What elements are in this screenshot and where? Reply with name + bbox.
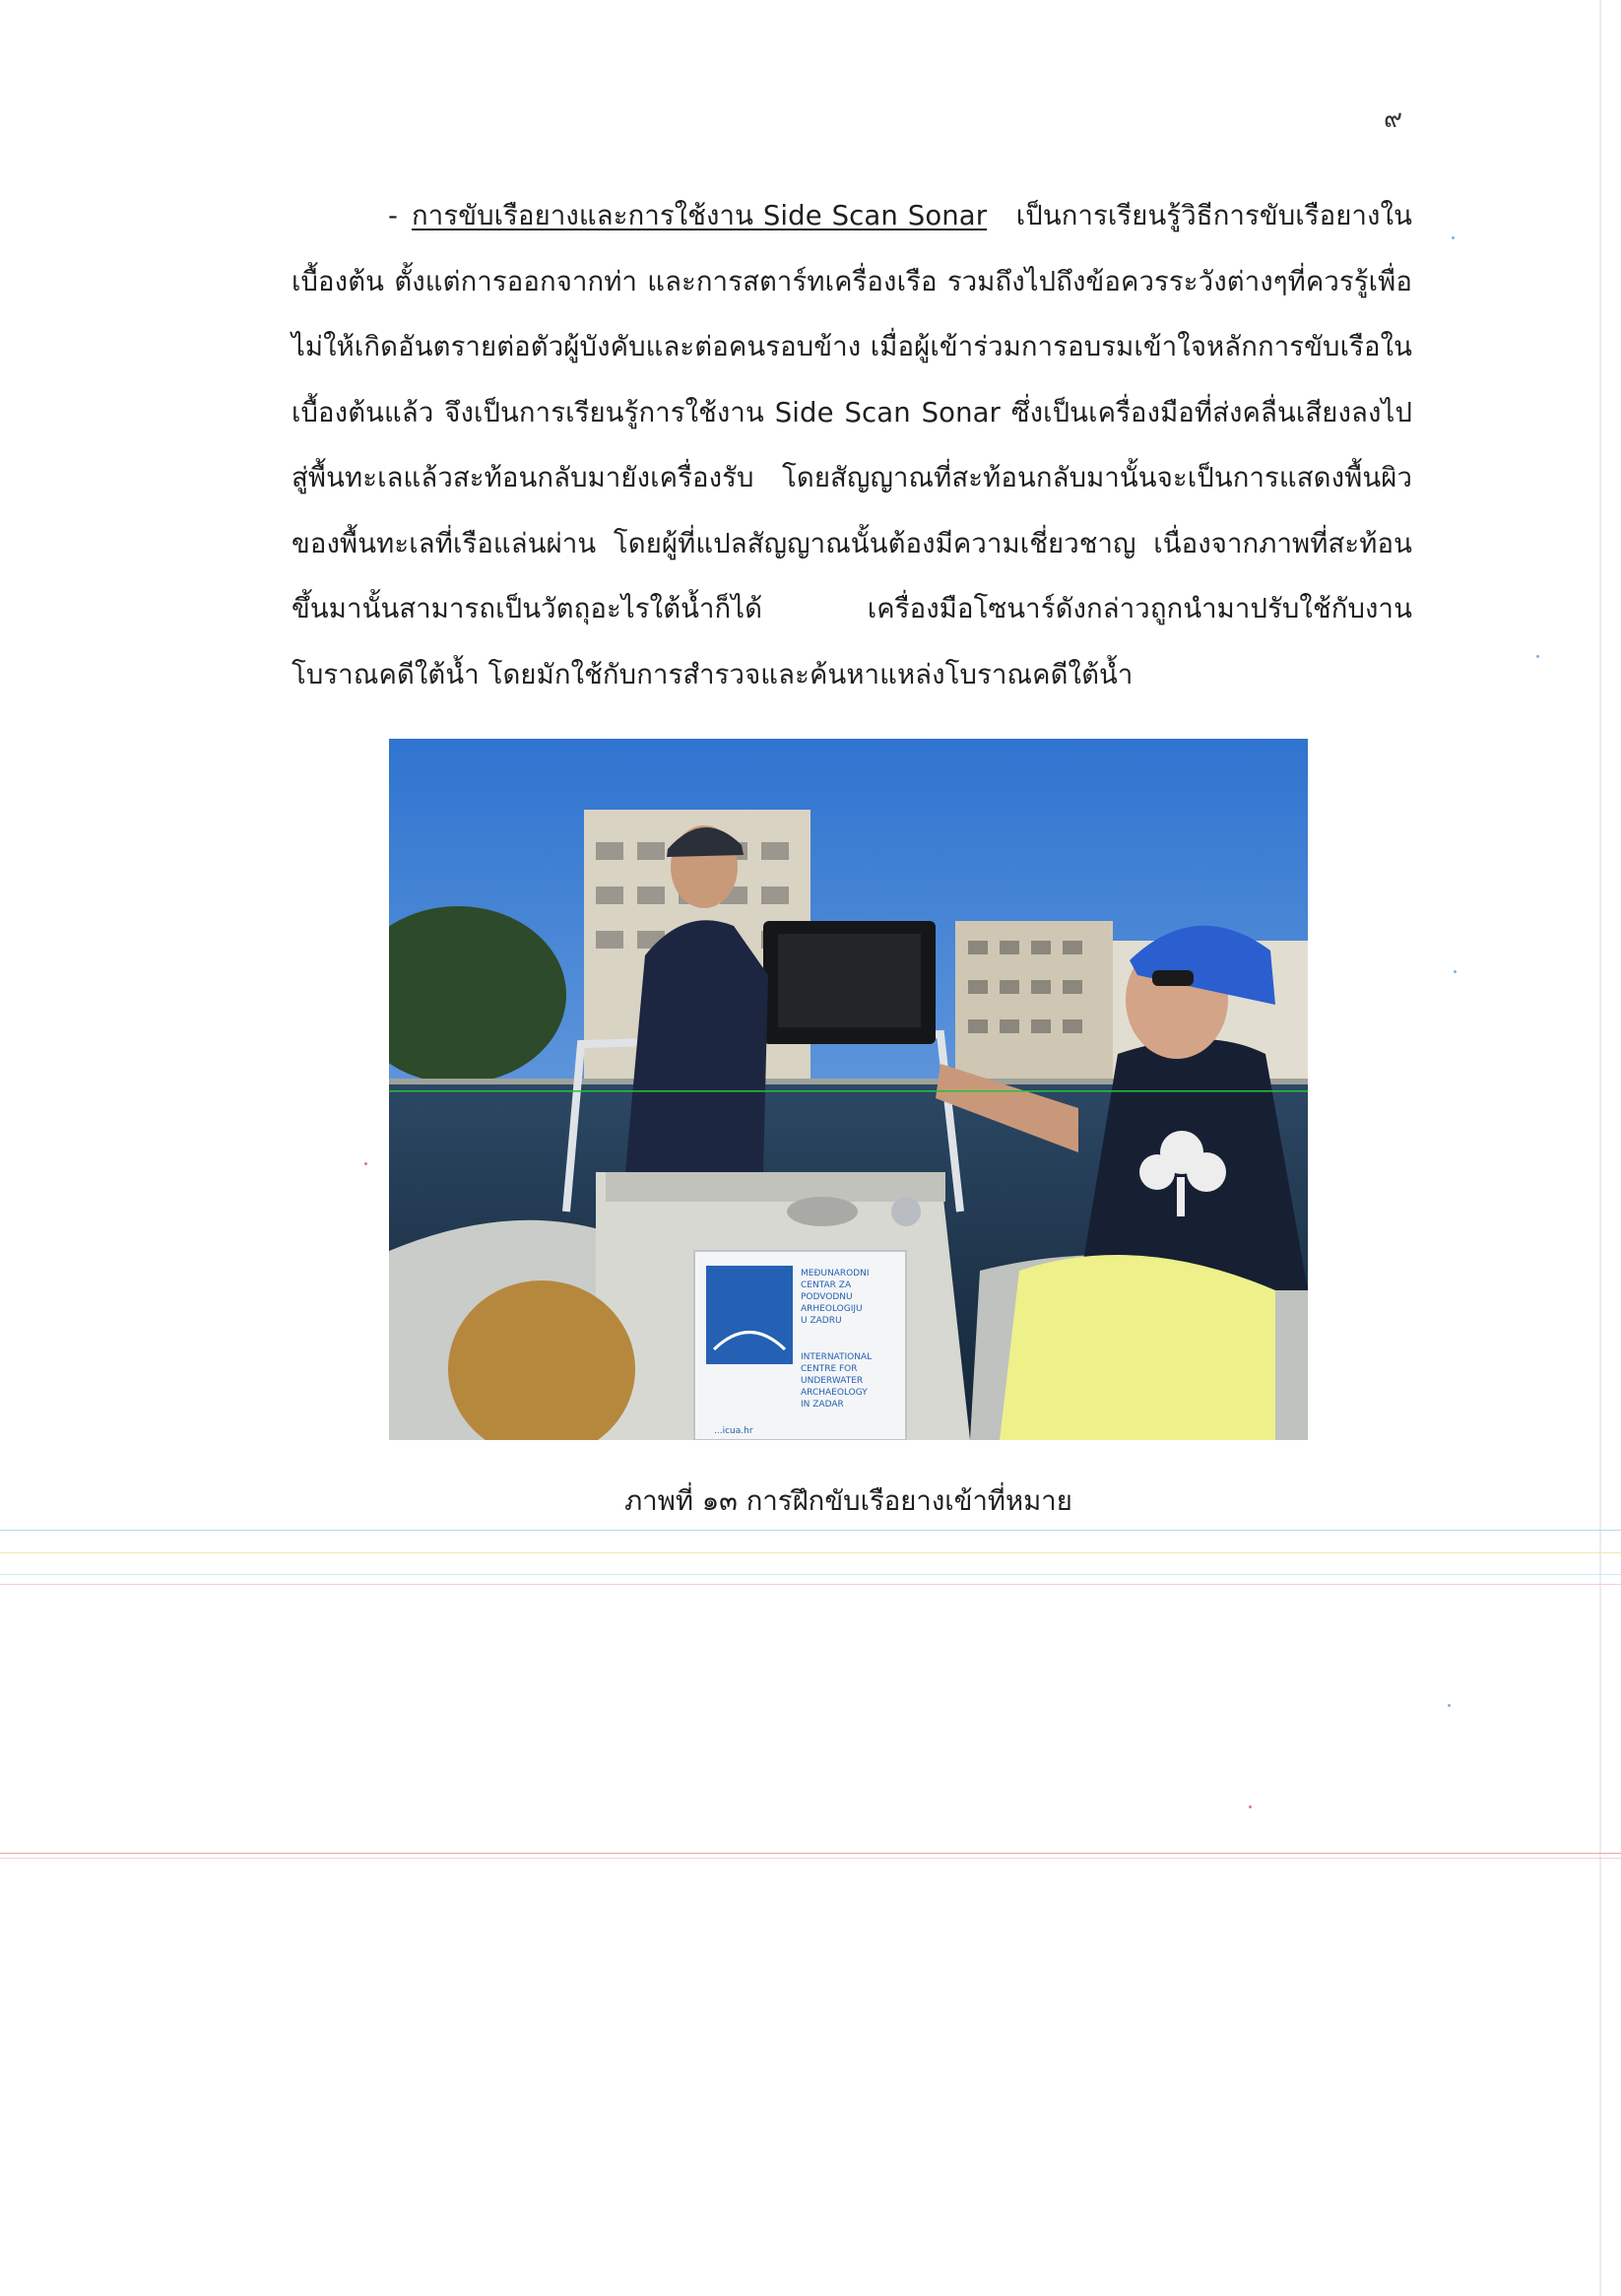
scan-line <box>0 1858 1621 1859</box>
page-number: ๙ <box>1384 104 1403 134</box>
scan-line <box>0 1552 1621 1553</box>
body-paragraph <box>292 183 1412 707</box>
figure-caption: ภาพที่ ๑๓ การฝึกขับเรือยางเข้าที่หมาย <box>624 1485 1072 1517</box>
scan-edge <box>1599 0 1601 2296</box>
scan-speck <box>1249 1805 1252 1808</box>
person-standing <box>625 920 768 1172</box>
scan-artifact-line <box>389 1090 1308 1092</box>
photo-illustration <box>389 739 1308 1440</box>
scan-speck <box>364 1162 367 1165</box>
scan-speck <box>1452 236 1455 239</box>
sign-text-croatian: MEĐUNARODNI CENTAR ZA PODVODNU ARHEOLOGIJU U ZADRU <box>801 1269 870 1326</box>
yellow-shorts <box>1000 1255 1275 1440</box>
scan-line <box>0 1574 1621 1575</box>
scan-speck <box>1448 1704 1451 1707</box>
topic-heading: การขับเรือยางและการใช้งาน Side Scan Sonar <box>412 200 988 231</box>
scan-speck <box>1454 970 1457 973</box>
paragraph-text: เป็นการเรียนรู้วิธีการขับเรือยางในเบื้องต้น ตั้งแต่การออกจากท่า และการสตาร์ทเครื่องเรือ รวมถึงไปถึงข้อควรระวังต่างๆที่ควรรู้เพื่อไม่ให้เกิดอันตรายต่อตัวผู้บังคับและต่อคนรอบข้าง เมื่อผู้เข้าร่วมการอบรมเข้าใจหลักการขับเรือในเบื้องต้นแล้ว จึงเป็นการเรียนรู้การใช้งาน Side Scan Sonar ซึ่งเป็นเครื่องมือที่ส่งคลื่นเสียงลงไปสู่พื้นทะเลแล้วสะท้อนกลับมายังเครื่องรับ โดยสัญญาณที่สะท้อนกลับมานั้นจะเป็นการแสดงพื้นผิวของพื้นทะเลที่เรือแล่นผ่าน โดยผู้ที่แปลสัญญาณนั้นต้องมีความเชี่ยวชาญ เนื่องจากภาพที่สะท้อนขึ้นมานั้นสามารถเป็นวัตถุอะไรใต้น้ำก็ได้ เครื่องมือโซนาร์ดังกล่าวถูกนำมาปรับใช้กับงานโบราณคดีใต้น้ำ โดยมักใช้กับการสำรวจและค้นหาแหล่งโบราณคดีใต้น้ำ <box>292 200 1413 690</box>
sign-logo <box>706 1266 793 1364</box>
scan-line <box>0 1584 1621 1585</box>
sign-text-english: INTERNATIONAL CENTRE FOR UNDERWATER ARCHAEOLOGY IN ZADAR <box>801 1352 873 1410</box>
bullet-dash: - <box>388 200 399 231</box>
scan-speck <box>1536 655 1539 658</box>
sign-url: ...icua.hr <box>714 1426 753 1436</box>
scan-line <box>0 1530 1621 1531</box>
scan-line <box>0 1853 1621 1854</box>
boat-training-photo <box>389 739 1308 1440</box>
